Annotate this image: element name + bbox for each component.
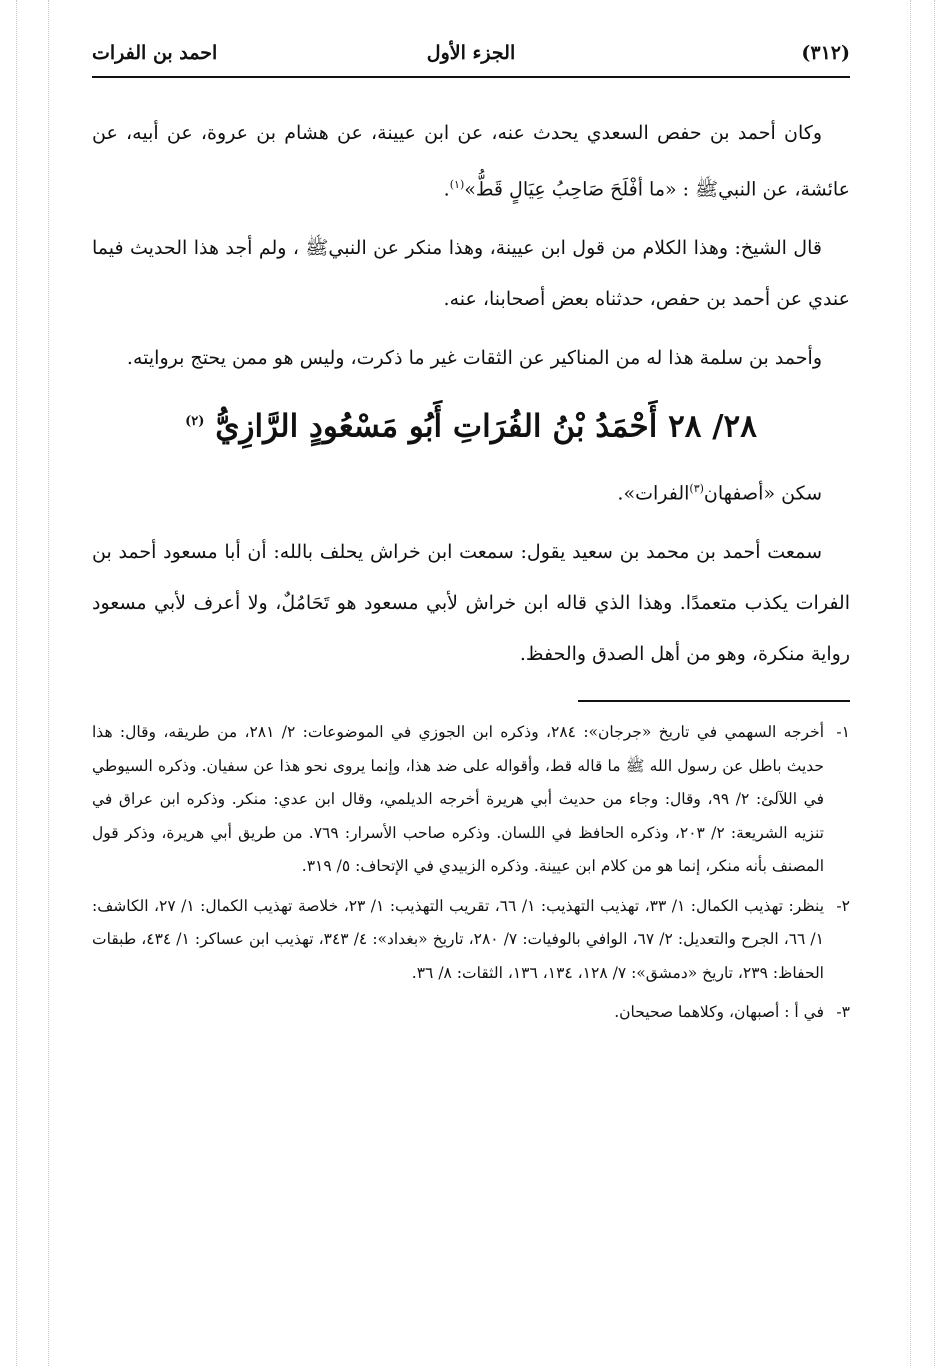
footnote-text: في أ : أصبهان، وكلاهما صحيحان. [614,1003,824,1021]
volume-title: الجزء الأول [426,42,516,64]
footnote-number: ٣- [836,1003,850,1021]
footnotes [92,716,850,1036]
main-text [92,108,850,688]
footnote-number: ١- [836,723,850,741]
paragraph-text: سكن «أصفهان [703,481,822,504]
footnote [92,716,850,884]
page-header [92,36,850,78]
paragraph: وكان أحمد بن حفص السعدي يحدث عنه، عن ابن عيينة، عن هشام بن عروة، عن أبيه، عن عائشة، عن النبيﷺ : «ما أفْلَحَ صَاحِبُ عِيَالٍ قَطُّ»$^{(١)}$. [92,122,850,201]
entry-heading [92,392,850,456]
paragraph [92,463,850,519]
paragraph: قال الشيخ: وهذا الكلام من قول ابن عيينة، وهذا منكر عن النبيﷺ ، ولم أجد هذا الحديث فيما عندي عن أحمد بن حفص، حدثناه بعض أصحابنا، عنه. [92,237,850,311]
paragraph: وأحمد بن سلمة هذا له من المناكير عن الثقات غير ما ذكرت، وليس هو ممن يحتج بروايته. [126,347,822,370]
footnote [92,890,850,991]
footnote-text: أخرجه السهمي في تاريخ «جرجان»: ٢٨٤، وذكره ابن الجوزي في الموضوعات: ٢/ ٢٨١، من طريقه، وقال: هذا حديث باطل عن رسول الله ﷺ ما قاله قط، وأقواله على ضد هذا، وإنما يروى نحو هذا عن سفيان. وذكره السيوطي في اللآلئ: ٢/ ٩٩، وقال: وجاء من حديث أبي هريرة أخرجه الديلمي، وقال ابن عدي: منكر. وذكره ابن عراق في تنزيه الشريعة: ٢/ ٢٠٣، وذكره الحافظ في اللسان. وذكره صاحب الأسرار: ٧٦٩. من طريق أبي هريرة، وذكر قول المصنف بأنه منكر، إنما هو من كلام ابن عيينة. وذكره الزبيدي في الإتحاف: ٥/ ٣١٩. [92,723,825,875]
footnote-number: ٢- [836,896,850,915]
footnote-text: ينظر: تهذيب الكمال: ١/ ٣٣، تهذيب التهذيب: ١/ ٦٦، تقريب التهذيب: ١/ ٢٣، خلاصة تهذيب الكمال: ١/ ٢٧، الكاشف: ١/ ٦٦، الجرح والتعديل: ٢/ ٦٧، الوافي بالوفيات: ٧/ ٢٨٠، تاريخ «بغداد»: ٤/ ٣٤٣، تهذيب ابن عساكر: ١/ ٤٣٤، طبقات الحفاظ: ٢٣٩، تاريخ «دمشق»: ٧/ ١٢٨، ١٣٤، ١٣٦، الثقات: ٨/ ٣٦. [92,896,825,982]
scan-guide-line [16,0,17,1366]
paragraph-text: وكان أحمد بن حفص السعدي يحدث عنه، عن ابن عيينة، عن هشام بن عروة، عن أبيه، عن عائشة، عن النبيﷺ : «ما أفْلَحَ صَاحِبُ عِيَالٍ قَطُّ» [92,122,850,201]
running-title: احمد بن الفرات [92,42,218,64]
footnote-ref: (٣) [689,481,704,495]
scan-guide-line [48,0,49,1366]
paragraph-text: الفرات». [617,481,690,504]
footnote [92,996,850,1030]
scan-guide-line [910,0,911,1366]
footnote-ref: (١) [449,178,465,191]
footnote-ref: (٢) [185,414,205,430]
page-number: (٣١٢) [801,42,850,64]
footnote-separator [578,700,850,702]
paragraph: سمعت أحمد بن محمد بن سعيد يقول: سمعت ابن خراش يحلف بالله: أن أبا مسعود أحمد بن الفرات يكذب متعمدًا. وهذا الذي قاله ابن خراش لأبي مسعود هو تَحَامُلٌ، ولا أعرف لأبي مسعود رواية منكرة، وهو من أهل الصدق والحفظ. [92,540,850,665]
entry-heading-text: ٢٨/ ٢٨ أَحْمَدُ بْنُ الفُرَاتِ أَبُو مَسْعُودٍ الرَّازِيُّ [215,408,757,445]
scan-guide-line [934,0,935,1366]
